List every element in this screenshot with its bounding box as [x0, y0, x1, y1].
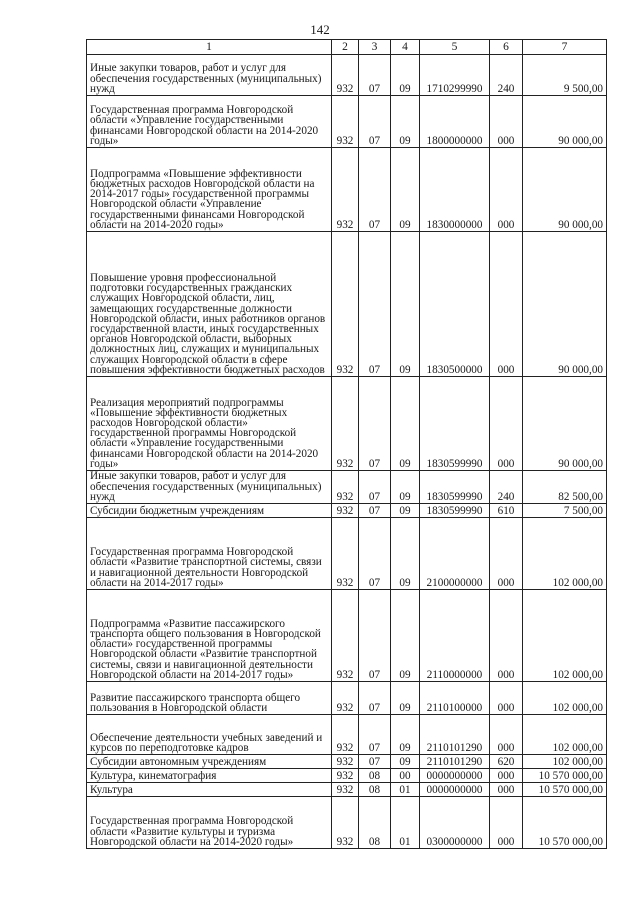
cell-target-article: 1830599990	[420, 377, 490, 471]
cell-subsection-code: 09	[391, 682, 420, 715]
column-header: 1	[87, 40, 332, 55]
budget-table	[86, 39, 607, 849]
cell-ministry-code: 932	[332, 504, 359, 518]
row-description: Субсидии автономным учреждениям	[87, 755, 332, 769]
row-description: Повышение уровня профессиональной подготовки государственных гражданских служащих Новгородской области, лиц, замещающих государственные должности Новгородской области, иных работников органов государственной власти, иных государственных органов Новгородской области, выборных должностных лиц, служащих и муниципальных служащих Новгородской области в сфере повышения эффективности бюджетных расходов	[87, 232, 332, 377]
cell-expense-type: 000	[490, 769, 523, 783]
cell-target-article: 2110101290	[420, 715, 490, 755]
cell-subsection-code: 09	[391, 148, 420, 232]
column-header: 4	[391, 40, 420, 55]
cell-subsection-code: 09	[391, 471, 420, 504]
cell-expense-type: 000	[490, 797, 523, 849]
cell-amount: 90 000,00	[523, 232, 607, 377]
column-header: 3	[359, 40, 391, 55]
table-row	[87, 377, 607, 471]
cell-expense-type: 000	[490, 682, 523, 715]
cell-ministry-code: 932	[332, 148, 359, 232]
cell-ministry-code: 932	[332, 590, 359, 682]
cell-ministry-code: 932	[332, 682, 359, 715]
cell-ministry-code: 932	[332, 96, 359, 148]
cell-amount: 102 000,00	[523, 715, 607, 755]
cell-subsection-code: 00	[391, 769, 420, 783]
cell-subsection-code: 09	[391, 590, 420, 682]
cell-target-article: 1800000000	[420, 96, 490, 148]
table-row	[87, 783, 607, 797]
column-header: 7	[523, 40, 607, 55]
cell-amount: 10 570 000,00	[523, 783, 607, 797]
cell-section-code: 07	[359, 148, 391, 232]
cell-subsection-code: 09	[391, 715, 420, 755]
table-row	[87, 504, 607, 518]
cell-subsection-code: 09	[391, 96, 420, 148]
cell-ministry-code: 932	[332, 769, 359, 783]
column-header: 2	[332, 40, 359, 55]
cell-amount: 102 000,00	[523, 682, 607, 715]
cell-subsection-code: 09	[391, 55, 420, 96]
table-row	[87, 232, 607, 377]
cell-section-code: 07	[359, 471, 391, 504]
cell-subsection-code: 09	[391, 755, 420, 769]
cell-expense-type: 240	[490, 471, 523, 504]
cell-expense-type: 000	[490, 590, 523, 682]
cell-expense-type: 000	[490, 96, 523, 148]
table-row	[87, 769, 607, 783]
row-description: Государственная программа Новгородской области «Управление государственными финансами Новгородской области на 2014-2020 годы»	[87, 96, 332, 148]
cell-ministry-code: 932	[332, 471, 359, 504]
cell-ministry-code: 932	[332, 755, 359, 769]
cell-target-article: 0000000000	[420, 769, 490, 783]
cell-target-article: 2110100000	[420, 682, 490, 715]
cell-section-code: 07	[359, 96, 391, 148]
cell-section-code: 07	[359, 377, 391, 471]
cell-section-code: 08	[359, 769, 391, 783]
table-row	[87, 715, 607, 755]
cell-target-article: 1830599990	[420, 471, 490, 504]
row-description: Культура	[87, 783, 332, 797]
table-row	[87, 148, 607, 232]
row-description: Иные закупки товаров, работ и услуг для обеспечения государственных (муниципальных) нужд	[87, 471, 332, 504]
cell-ministry-code: 932	[332, 232, 359, 377]
cell-amount: 7 500,00	[523, 504, 607, 518]
cell-target-article: 0000000000	[420, 783, 490, 797]
cell-target-article: 2110101290	[420, 755, 490, 769]
cell-target-article: 2100000000	[420, 518, 490, 590]
cell-target-article: 1830000000	[420, 148, 490, 232]
cell-section-code: 07	[359, 55, 391, 96]
cell-amount: 102 000,00	[523, 518, 607, 590]
cell-ministry-code: 932	[332, 715, 359, 755]
cell-subsection-code: 01	[391, 797, 420, 849]
row-description: Субсидии бюджетным учреждениям	[87, 504, 332, 518]
cell-amount: 102 000,00	[523, 755, 607, 769]
row-description: Государственная программа Новгородской области «Развитие транспортной системы, связи и навигационной деятельности Новгородской области на 2014-2017 годы»	[87, 518, 332, 590]
cell-expense-type: 000	[490, 148, 523, 232]
table-row	[87, 96, 607, 148]
cell-target-article: 1830599990	[420, 504, 490, 518]
cell-ministry-code: 932	[332, 797, 359, 849]
cell-amount: 9 500,00	[523, 55, 607, 96]
table-row	[87, 797, 607, 849]
cell-subsection-code: 09	[391, 232, 420, 377]
row-description: Развитие пассажирского транспорта общего пользования в Новгородской области	[87, 682, 332, 715]
cell-amount: 10 570 000,00	[523, 797, 607, 849]
row-description: Реализация мероприятий подпрограммы «Повышение эффективности бюджетных расходов Новгородской области» государственной программы Новгородской области «Управление государственными финансами Новгородской области на 2014-2020 годы»	[87, 377, 332, 471]
cell-ministry-code: 932	[332, 55, 359, 96]
table-row	[87, 518, 607, 590]
cell-ministry-code: 932	[332, 783, 359, 797]
table-row	[87, 590, 607, 682]
column-header: 5	[420, 40, 490, 55]
cell-ministry-code: 932	[332, 377, 359, 471]
cell-section-code: 07	[359, 232, 391, 377]
cell-amount: 82 500,00	[523, 471, 607, 504]
table-row	[87, 755, 607, 769]
page-number: 142	[310, 22, 330, 37]
header-row	[87, 40, 607, 55]
cell-section-code: 07	[359, 682, 391, 715]
cell-section-code: 08	[359, 797, 391, 849]
cell-expense-type: 000	[490, 715, 523, 755]
cell-amount: 90 000,00	[523, 377, 607, 471]
cell-target-article: 2110000000	[420, 590, 490, 682]
cell-expense-type: 000	[490, 783, 523, 797]
cell-subsection-code: 01	[391, 783, 420, 797]
row-description: Иные закупки товаров, работ и услуг для обеспечения государственных (муниципальных) нужд	[87, 55, 332, 96]
table-row	[87, 55, 607, 96]
table-row	[87, 471, 607, 504]
row-description: Подпрограмма «Повышение эффективности бюджетных расходов Новгородской области на 2014-2017 годы» государственной программы Новгородской области «Управление государственными финансами Новгородской области на 2014-2020 годы»	[87, 148, 332, 232]
cell-section-code: 08	[359, 783, 391, 797]
column-header: 6	[490, 40, 523, 55]
cell-expense-type: 000	[490, 518, 523, 590]
cell-amount: 90 000,00	[523, 96, 607, 148]
row-description: Обеспечение деятельности учебных заведений и курсов по переподготовке кадров	[87, 715, 332, 755]
cell-expense-type: 620	[490, 755, 523, 769]
cell-target-article: 1710299990	[420, 55, 490, 96]
cell-amount: 90 000,00	[523, 148, 607, 232]
cell-section-code: 07	[359, 755, 391, 769]
cell-expense-type: 000	[490, 377, 523, 471]
table-row	[87, 682, 607, 715]
cell-section-code: 07	[359, 590, 391, 682]
cell-expense-type: 240	[490, 55, 523, 96]
cell-subsection-code: 09	[391, 377, 420, 471]
cell-section-code: 07	[359, 518, 391, 590]
cell-target-article: 1830500000	[420, 232, 490, 377]
cell-amount: 102 000,00	[523, 590, 607, 682]
cell-ministry-code: 932	[332, 518, 359, 590]
row-description: Подпрограмма «Развитие пассажирского транспорта общего пользования в Новгородской области» государственной программы Новгородской области «Развитие транспортной системы, связи и навигационной деятельности Новгородской области на 2014-2017 годы»	[87, 590, 332, 682]
cell-amount: 10 570 000,00	[523, 769, 607, 783]
row-description: Государственная программа Новгородской области «Развитие культуры и туризма Новгородской области на 2014-2020 годы»	[87, 797, 332, 849]
cell-subsection-code: 09	[391, 518, 420, 590]
cell-target-article: 0300000000	[420, 797, 490, 849]
cell-section-code: 07	[359, 504, 391, 518]
row-description: Культура, кинематография	[87, 769, 332, 783]
cell-section-code: 07	[359, 715, 391, 755]
cell-expense-type: 610	[490, 504, 523, 518]
cell-expense-type: 000	[490, 232, 523, 377]
cell-subsection-code: 09	[391, 504, 420, 518]
